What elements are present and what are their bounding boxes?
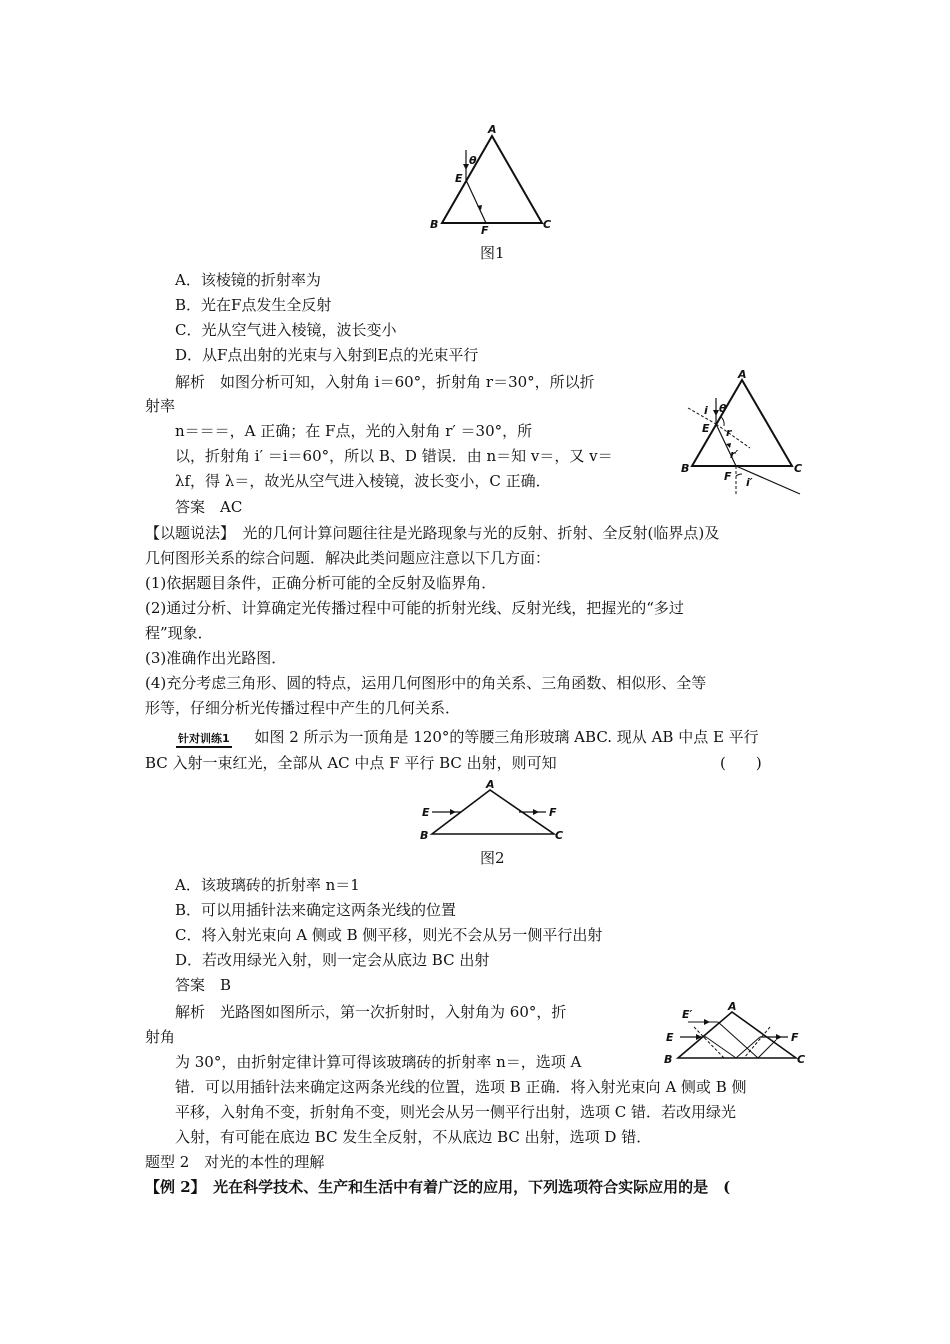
fig1b-label-E: E <box>702 422 710 435</box>
figure-2-analysis <box>660 1000 810 1068</box>
q1-option-b: B．光在F点发生全反射 <box>175 296 332 314</box>
fig2b-label-A: A <box>728 1000 737 1013</box>
fig1b-label-i-prime: i′ <box>746 476 753 489</box>
figure-1-analysis <box>680 368 820 498</box>
figure-1 <box>425 120 560 240</box>
fig1b-label-r-prime: r′ <box>730 448 739 461</box>
q2-analysis-line-6: 入射，有可能在底边 BC 发生全反射，不从底边 BC 出射，选项 D 错． <box>175 1128 652 1146</box>
fig2-label-F: F <box>549 806 557 819</box>
q2-analysis-line-1: 解析 光路图如图所示，第一次折射时，入射角为 60°，折 <box>175 1003 567 1021</box>
method-line-4: (2)通过分析、计算确定光传播过程中可能的折射光线、反射光线，把握光的“多过 <box>145 599 684 617</box>
training-tag: 针对训练1 <box>176 732 232 748</box>
method-line-2: 几何图形关系的综合问题．解决此类问题应注意以下几方面： <box>145 549 551 567</box>
fig1-label-A: A <box>488 123 497 136</box>
q1-analysis-line-3: n＝＝＝，A 正确；在 F点，光的入射角 r′ ＝30°，所 <box>175 422 533 440</box>
fig2b-label-E-prime: E′ <box>682 1008 693 1021</box>
q1-analysis-line-1: 解析 如图分析可知，入射角 i＝60°，折射角 r＝30°，所以折 <box>175 373 595 391</box>
method-line-3: (1)依据题目条件，正确分析可能的全反射及临界角． <box>145 574 497 592</box>
fig2b-label-E: E <box>666 1031 674 1044</box>
training-text-1: 如图 2 所示为一顶角是 120°的等腰三角形玻璃 ABC. 现从 AB 中点 E 平行 <box>254 728 759 746</box>
q2-option-c: C．将入射光束向 A 侧或 B 侧平移，则光不会从另一侧平行出射 <box>175 926 603 944</box>
fig2b-label-F: F <box>791 1031 799 1044</box>
q2-option-a: A．该玻璃砖的折射率 n＝1 <box>175 876 360 894</box>
fig1b-label-A: A <box>738 368 747 381</box>
fig1b-label-C: C <box>794 462 803 475</box>
q2-analysis-line-4: 错．可以用插针法来确定这两条光线的位置，选项 B 正确．将入射光束向 A 侧或 B 侧 <box>175 1078 747 1096</box>
fig1b-label-theta: θ <box>719 402 727 415</box>
q1-option-d: D．从F点出射的光束与入射到E点的光束平行 <box>175 346 479 364</box>
method-line-7: (4)充分考虑三角形、圆的特点，运用几何图形中的角关系、三角函数、相似形、全等 <box>145 674 707 692</box>
q1-analysis-line-4: 以，折射角 i′ ＝i＝60°，所以 B、D 错误．由 n＝知 v＝，又 v＝ <box>175 447 613 465</box>
fig2-label-C: C <box>555 829 564 840</box>
method-line-6: (3)准确作出光路图． <box>145 649 287 667</box>
q1-option-a: A．该棱镜的折射率为 <box>175 271 321 289</box>
q2-analysis-line-2: 射角 <box>145 1028 176 1046</box>
fig1b-label-i: i <box>704 404 708 417</box>
q2-option-b: B．可以用插针法来确定这两条光线的位置 <box>175 901 457 919</box>
example-2: 【例 2】 光在科学技术、生产和生活中有着广泛的应用，下列选项符合实际应用的是 ( <box>145 1178 731 1196</box>
figure-2 <box>418 778 568 840</box>
figure-1-caption: 图1 <box>480 244 505 262</box>
fig2-label-B: B <box>420 829 429 840</box>
q1-answer: 答案 AC <box>175 498 243 516</box>
q2-analysis-line-5: 平移，入射角不变，折射角不变，则光会从另一侧平行出射，选项 C 错．若改用绿光 <box>175 1103 737 1121</box>
method-line-8: 形等，仔细分析光传播过程中产生的几何关系． <box>145 699 461 717</box>
fig1-label-E: E <box>455 172 463 185</box>
section-heading: 题型 2 对光的本性的理解 <box>145 1153 325 1171</box>
fig1-label-theta: θ <box>469 154 477 167</box>
q2-option-d: D．若改用绿光入射，则一定会从底边 BC 出射 <box>175 951 490 969</box>
fig2-label-E: E <box>422 806 430 819</box>
fig1-label-B: B <box>430 218 439 231</box>
q1-analysis-line-5: λf，得 λ＝，故光从空气进入棱镜，波长变小，C 正确． <box>175 472 551 490</box>
training-line-1 <box>176 727 759 748</box>
fig2-label-A: A <box>486 778 495 791</box>
fig1b-label-B: B <box>681 462 690 475</box>
fig1-label-F: F <box>481 224 489 237</box>
method-line-1: 【以题说法】 光的几何计算问题往往是光路现象与光的反射、折射、全反射(临界点)及 <box>145 524 720 542</box>
fig1b-label-r: r <box>726 426 732 439</box>
fig2b-label-B: B <box>664 1053 673 1066</box>
q1-option-c: C．光从空气进入棱镜，波长变小 <box>175 321 397 339</box>
q1-analysis-line-2: 射率 <box>145 397 176 415</box>
figure-2-caption: 图2 <box>480 849 505 867</box>
training-text-2: BC 入射一束红光，全部从 AC 中点 F 平行 BC 出射，则可知 <box>145 754 557 772</box>
q2-answer: 答案 B <box>175 976 232 994</box>
q2-analysis-line-3: 为 30°，由折射定律计算可得该玻璃砖的折射率 n＝，选项 A <box>175 1053 582 1071</box>
fig2b-label-C: C <box>797 1053 806 1066</box>
method-line-5: 程”现象． <box>145 624 213 642</box>
training-bracket: ( ) <box>720 754 762 772</box>
fig1b-label-F: F <box>724 470 732 483</box>
fig1-label-C: C <box>543 218 552 231</box>
